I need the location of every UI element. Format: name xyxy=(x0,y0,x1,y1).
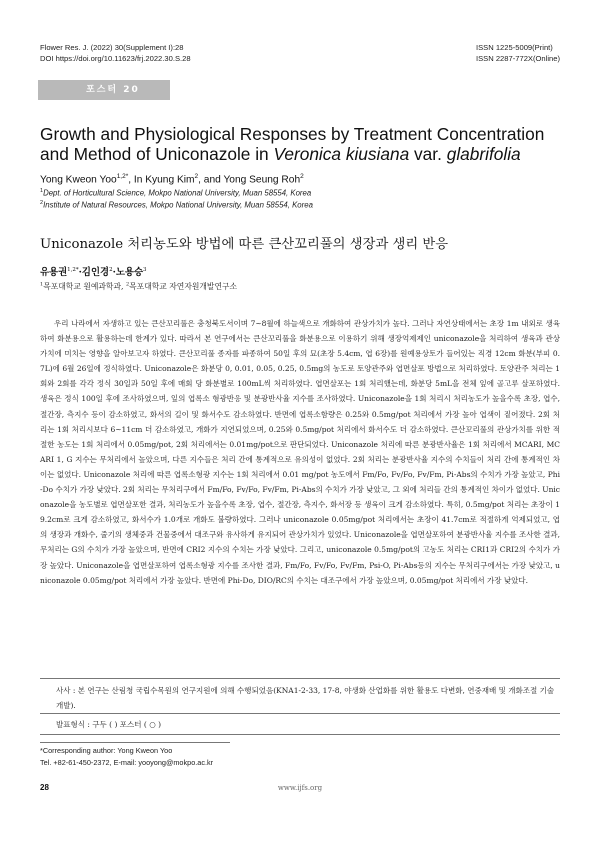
journal-website: www.ijfs.org xyxy=(277,784,323,792)
page-number: 28 xyxy=(40,783,49,792)
corresponding-contact: Tel. +82-61-450-2372, E-mail: yooyong@mokpo.ac.kr xyxy=(40,758,214,767)
korean-authors xyxy=(40,264,147,278)
issn-header xyxy=(476,42,560,64)
presentation-format: 발표형식 : 구두 ( ) 포스터 ( ○ ) xyxy=(40,713,560,735)
english-title-line2 xyxy=(40,144,570,164)
affiliation-2-text: Institute of Natural Resources, Mokpo National University, Muan 58554, Korea xyxy=(43,200,313,210)
kr-affil-1: 목포대학교 원예과학과, xyxy=(43,282,126,291)
journal-header xyxy=(40,42,191,64)
issn-print: ISSN 1225-5009(Print) xyxy=(476,43,553,52)
kr-affil-sup-1: 1 xyxy=(40,281,44,288)
author-3: , and Yong Seung Roh xyxy=(198,174,301,186)
korean-title: Uniconazole 처리농도와 방법에 따른 큰산꼬리풀의 생장과 생리 반응 xyxy=(40,237,449,252)
affiliation-1 xyxy=(40,188,311,198)
corresponding-name: *Corresponding author: Yong Kweon Yoo xyxy=(40,746,173,755)
english-title-prefix: and Method of Uniconazole in xyxy=(40,144,274,164)
variety-name: glabrifolia xyxy=(446,144,521,164)
affiliation-2-sup: 2 xyxy=(40,200,44,206)
kr-author-1-sup: 1,2* xyxy=(67,266,79,273)
kr-affil-sup-2: 2 xyxy=(125,281,130,288)
english-authors xyxy=(40,173,304,185)
author-1-sup: 1,2* xyxy=(116,173,129,180)
affiliation-1-sup: 1 xyxy=(40,188,44,194)
kr-author-3-sup: 3 xyxy=(143,266,147,273)
species-name: Veronica kiusiana xyxy=(273,144,410,164)
kr-affil-2: 목포대학교 자연자원개발연구소 xyxy=(129,282,238,291)
affiliation-1-text: Dept. of Horticultural Science, Mokpo National University, Muan 58554, Korea xyxy=(43,188,312,198)
english-title-line1: Growth and Physiological Responses by Treatment Concentration xyxy=(40,124,545,144)
author-2: , In Kyung Kim xyxy=(128,174,195,186)
journal-citation: Flower Res. J. (2022) 30(Supplement I):28 xyxy=(40,43,184,52)
kr-author-1: 유용권 xyxy=(40,267,68,278)
author-3-sup: 2 xyxy=(300,173,304,180)
kr-author-2: ·김인경 xyxy=(78,267,110,278)
var-label: var. xyxy=(409,144,447,164)
affiliation-2 xyxy=(40,200,313,210)
author-1: Yong Kweon Yoo xyxy=(40,174,117,186)
acknowledgement: 사사 : 본 연구는 산림청 국립수목원의 연구지원에 의해 수행되었음(KNA1-2-33, 17-8, 야생화 산업화를 위한 활용도 다변화, 연중재배 및 개화조절 기술 개발). xyxy=(40,678,560,713)
corresponding-author xyxy=(40,742,230,769)
author-2-sup: 2 xyxy=(194,173,199,180)
kr-author-2-sup: 2 xyxy=(109,266,113,273)
doi-line: DOI https://doi.org/10.11623/frj.2022.30.S.28 xyxy=(40,54,191,63)
issn-online: ISSN 2287-772X(Online) xyxy=(476,54,560,63)
abstract-body: 우리 나라에서 자생하고 있는 큰산꼬리풀은 충청북도서이며 7~8월에 하늘색으로 개화하여 관상가치가 높다. 그러나 자연상태에서는 초장 1m 내외로 생육하여 화분용으로 활용하는데 한계가 있다. 따라서 본 연구에서는 큰산꼬리풀을 화분용으로 이용하기 위해 생장억제제인 uniconazole을 처리하여 생육과 관상가치에 미치는 영향을 알아보고자 하였다. 큰산꼬리풀 종자를 파종하여 50일 후의 묘(초장 5.4cm, 엽 6장)를 원예용상토가 들어있는 직경 12cm 화분(부피 0.7L)에 6월 26일에 정식하였다. Uniconazole은 화분당 0, 0.01, 0.05, 0.25, 0.5mg의 농도로 토양관주와 엽면살포 방법으로 처리하였다. 토양관주 처리는 1회와 2회를 각각 정식 30일과 50일 후에 매회 당 화분별로 100mL씩 처리하였다. 엽면살포는 1회 처리했는데, 화분당 5mL을 전체 잎에 골고루 살포하였다. 생육은 정식 100일 후에 조사하였으며, 잎의 엽록소 형광반응 및 분광반사율 지수를 조사하였다. Uniconazole을 1회 처리시 처리농도가 높을수록 초장, 엽수, 절간장, 측지수 등이 감소하였고, 화서의 길이 및 화서수도 감소하였다. 반면에 엽록소함량은 0.25와 0.5mg/pot 처리에서 가장 높아 엽색이 짙어졌다. 2회 처리는 1회 처리시보다 6~11cm 더 감소하였고, 개화가 지연되었으며, 0.25와 0.5mg/pot 처리에서 화서수도 더 감소하였다. 큰산꼬리풀의 관상가치를 위한 적절한 농도는 1회 처리에서 0.05mg/pot, 2회 처리에서는 0.01mg/pot으로 판단되었다. Uniconazole 처리에 따른 분광반사율은 1회 처리에서 MCARI, MCARI 1, G 지수는 무처리에서 높았으며, 다른 지수들은 처리 간에 통계적으로 유의성이 없었다. 2회 처리는 분광반사율 지수의 수치들이 처리 간에 통계적인 차이는 없었다. Uniconazole 처리에 따른 엽록소형광 지수는 1회 처리에서 0.01 mg/pot 농도에서 Fm/Fo, Fv/Fo, Fv/Fm, Pi-Abs의 수치가 가장 높았고, Phi-Do 수치가 가장 낮았다. 2회 처리는 무처리구에서 Fm/Fo, Fv/Fo, Fv/Fm, Pi-Abs의 수치가 가장 낮았고, 그 외에 처리들 간의 통계적인 차이가 없었다. Uniconazole을 농도별로 엽면살포한 결과, 처리농도가 높을수록 초장, 엽수, 절간장, 측지수, 화서장 등 생육이 크게 감소하였다. 특히, 0.5mg/pot 처리는 초장이 19.2cm로 크게 감소하였고, 화서수가 1.0개로 개화도 불량하였다. 그러나 uniconazole 0.05mg/pot 처리에서는 초장이 41.7cm로 적절하게 억제되었고, 엽의 생장과 개화수, 줄기의 생체중과 건물중에서 대조구와 유사하게 유지되어 관상가치가 있었다. Uniconazole을 엽면살포하여 분광반사율 지수를 조사한 결과, 무처리는 G의 수치가 가장 높았으며, 반면에 CRI2 지수의 수치는 가장 낮았다. 그리고, uniconazole 0.5mg/pot의 고농도 처리는 CRI1과 CRI2의 수치가 가장 높았다. Uniconazole을 엽면살포하여 엽록소형광 지수를 조사한 결과, Fm/Fo, Fv/Fo, Fv/Fm, Psi-O, Pi-Abs등의 지수는 무처리구에서는 가장 낮았고, uniconazole 0.05mg/pot 처리에서 가장 높았다. 반면에 Phi-Do, DIO/RC의 수치는 대조구에서 가장 높았으며, 0.05mg/pot 처리에서 가장 낮았다. xyxy=(40,319,560,585)
english-title xyxy=(40,124,570,164)
kr-author-3: ·노용승 xyxy=(112,267,144,278)
korean-affiliations xyxy=(40,281,237,292)
poster-banner: 포스터 20 xyxy=(38,80,170,100)
